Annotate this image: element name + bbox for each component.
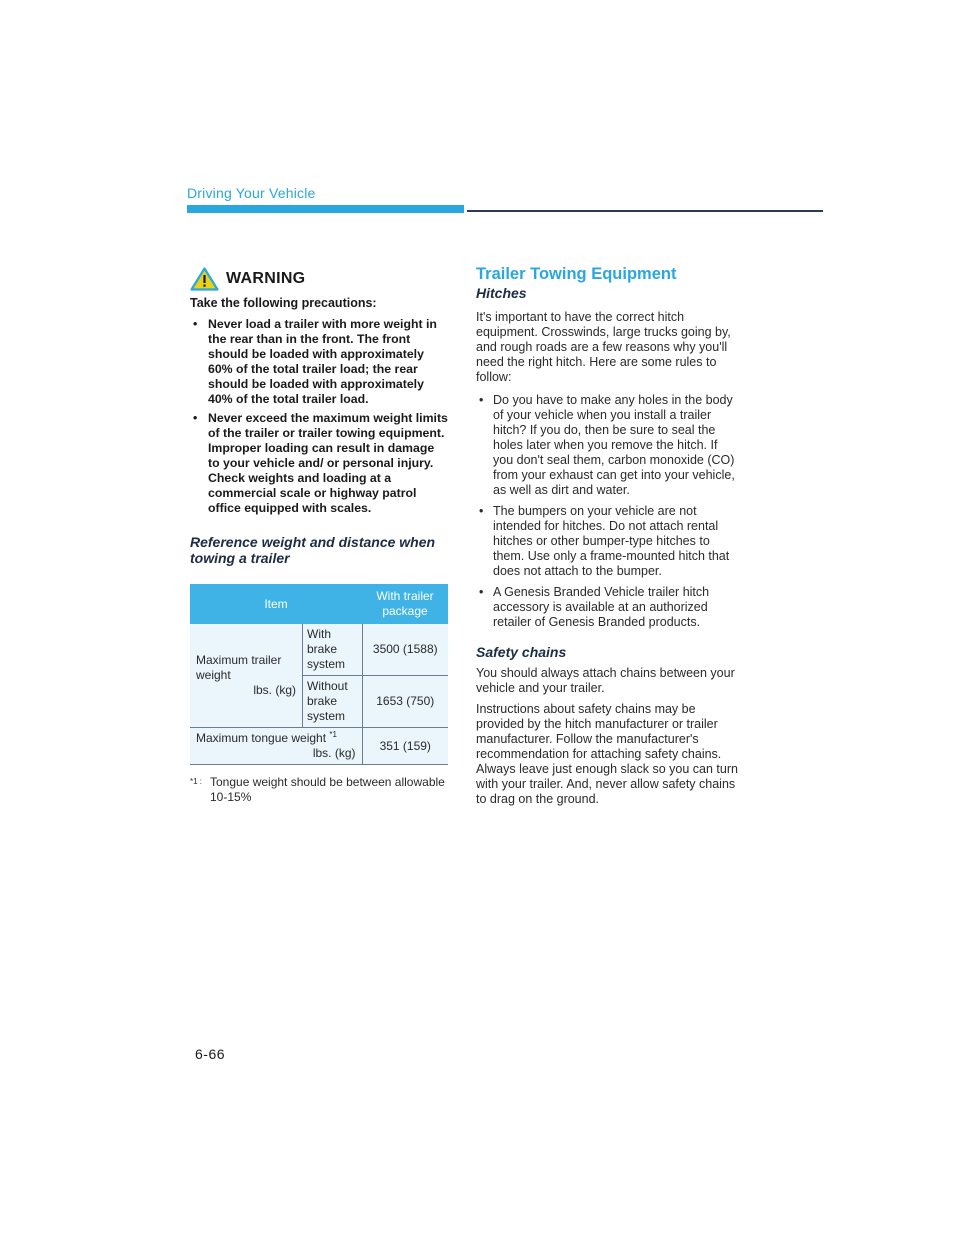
table-row (190, 624, 448, 676)
table-header-item: Item (190, 584, 362, 624)
safety-chains-p1: You should always attach chains between your vehicle and your trailer. (476, 666, 735, 695)
safety-chains-heading: Safety chains (476, 644, 567, 660)
header-bar-rule (467, 210, 823, 212)
table-row (190, 728, 448, 765)
table-footnote (190, 775, 448, 805)
reference-heading: Reference weight and distance when towing a trailer (190, 534, 436, 566)
with-brake-value: 3500 (1588) (362, 624, 448, 676)
safety-chains-p2: Instructions about safety chains may be provided by the hitch manufacturer or trailer manufacturer. Follow the manufacturer's recommendation for attaching safety chains. Always leave just enough slack so you can turn with your trailer. And, never allow safety chains to drag on the ground. (476, 702, 738, 806)
warning-lead: Take the following precautions: (190, 296, 377, 310)
without-brake-value: 1653 (750) (362, 676, 448, 728)
hitches-item: • A Genesis Branded Vehicle trailer hitch accessory is available at an authorized retailer of Genesis Branded products. (476, 585, 738, 630)
hitches-item: • Do you have to make any holes in the body of your vehicle when you install a trailer hitch? If you do, then be sure to seal the holes later when you remove the hitch. If you don't seal them, carbon monoxide (CO) from your exhaust can get into your vehicle, as well as dirt and water. (476, 393, 738, 498)
page-number: 6-66 (195, 1046, 226, 1062)
warning-item: • Never load a trailer with more weight in the rear than in the front. The front should be loaded with approximately 60% of the total trailer load; the rear should be loaded with approximately 40% of the total trailer load. (190, 317, 448, 407)
max-trailer-weight-label: Maximum trailer weight (196, 653, 282, 682)
right-column (476, 265, 738, 807)
hitches-intro: It's important to have the correct hitch equipment. Crosswinds, large trucks going by, and rough roads are a few reasons why you'll need the right hitch. Here are some rules to follow: (476, 310, 731, 384)
table-header-package: With trailer package (362, 584, 448, 624)
without-brake-label: Without brake system (303, 676, 363, 728)
footnote-text: Tongue weight should be between allowable 10-15% (210, 775, 445, 804)
header-bar-accent (187, 205, 464, 213)
tongue-weight-value: 351 (159) (362, 728, 448, 765)
tongue-weight-label: Maximum tongue weight (196, 731, 327, 745)
hitches-item: • The bumpers on your vehicle are not intended for hitches. Do not attach rental hitches or other bumper-type hitches to them. Use only a frame-mounted hitch that does not attach to the bumper. (476, 504, 738, 579)
max-trailer-weight-cell (190, 624, 303, 728)
tongue-weight-unit: lbs. (kg) (312, 746, 356, 760)
warning-item: • Never exceed the maximum weight limits of the trailer or trailer towing equipment. Improper loading can result in damage to your vehicle and/ or personal injury. Check weights and loading at a commercial scale or highway patrol office equipped with scales. (190, 411, 448, 516)
max-trailer-weight-unit: lbs. (kg) (253, 683, 296, 697)
hitches-heading: Hitches (476, 285, 527, 301)
tongue-weight-cell (190, 728, 362, 765)
tongue-weight-mark: *1 (329, 730, 337, 739)
warning-triangle-icon (190, 267, 219, 291)
hitches-list (476, 393, 738, 630)
with-brake-label: With brake system (303, 624, 363, 676)
left-column (190, 266, 448, 805)
section-title: Trailer Towing Equipment (476, 265, 677, 283)
chapter-title: Driving Your Vehicle (187, 185, 316, 201)
warning-header (190, 266, 448, 292)
warning-list (190, 317, 448, 516)
reference-weight-table (190, 584, 448, 765)
footnote-mark: *1 : (190, 777, 203, 786)
warning-title: WARNING (226, 270, 306, 287)
